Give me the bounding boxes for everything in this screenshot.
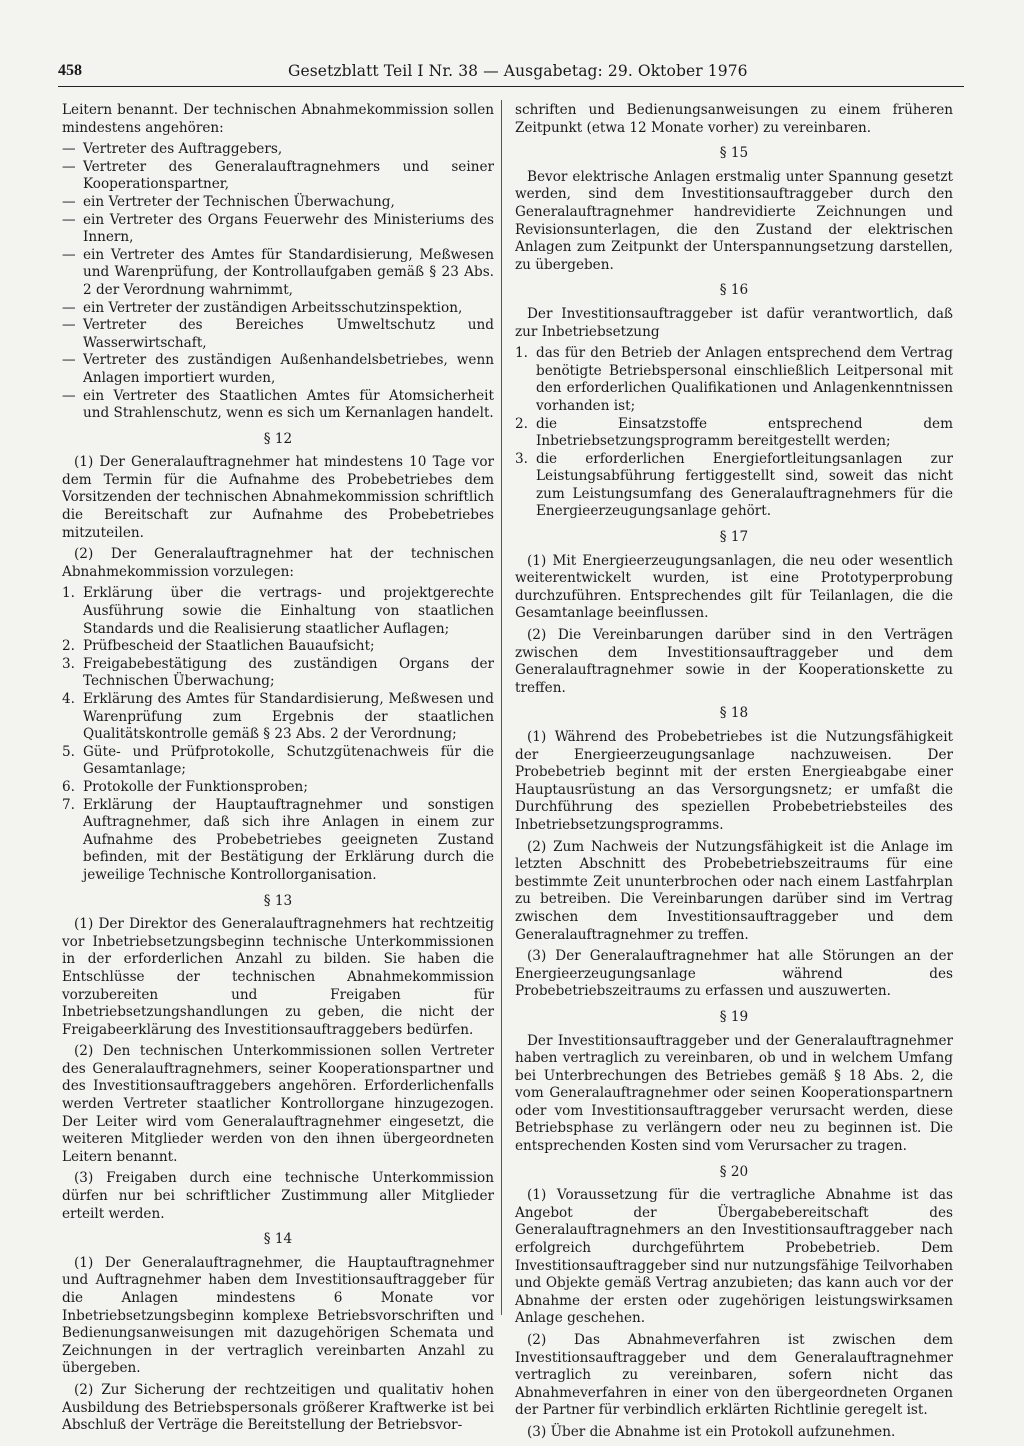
item-number: 1. xyxy=(515,345,528,362)
paragraph: (2) Zum Nachweis der Nutzungsfähigkeit ist die Anlage im letzten Abschnitt des Probebetriebszeitraums für eine bestimmte Zeit ununterbrochen oder nach einem Lastfahrplan zu betreiben. Die Vereinbarungen darüber sind im Vertrag zwischen dem Investitionsauftraggeber und dem Generalauftragnehmer zu treffen. xyxy=(515,838,953,943)
paragraph: Der Investitionsauftraggeber ist dafür verantwortlich, daß zur Inbetriebsetzung xyxy=(515,305,953,340)
section-heading-18: § 18 xyxy=(719,705,749,722)
item-number: 2. xyxy=(62,638,75,655)
right-column xyxy=(515,102,953,1446)
paragraph: (1) Mit Energieerzeugungsanlagen, die neu oder wesentlich weiterentwickelt wurden, ist eine Prototyperprobung durchzuführen. Entsprechendes gilt für Teilanlagen, die die Gesamtanlage beeinflussen. xyxy=(515,552,953,622)
item-text: Prüfbescheid der Staatlichen Bauaufsicht; xyxy=(83,638,375,655)
item-number: 2. xyxy=(515,415,528,432)
paragraph: Bevor elektrische Anlagen erstmalig unter Spannung gesetzt werden, sind dem Investitionsauftraggeber durch den Generalauftragnehmer handrevidierte Zeichnungen und Revisionsunterlagen, die den Zustand der elektrischen Anlagen zum Zeitpunkt der Unterspannungsetzung darstellen, zu übergeben. xyxy=(515,168,953,273)
list-item: — ein Vertreter des Organs Feuerwehr des Ministeriums des Innern, xyxy=(62,212,494,247)
item-number: 5. xyxy=(62,743,75,760)
item-number: 1. xyxy=(62,585,75,602)
list-item: — ein Vertreter des Staatlichen Amtes für Atomsicherheit und Strahlenschutz, wenn es sich um Kernanlagen handelt. xyxy=(62,388,494,423)
list-item xyxy=(515,416,953,451)
page-header xyxy=(58,62,964,87)
list-item xyxy=(62,656,494,691)
paragraph: (2) Den technischen Unterkommissionen sollen Vertreter des Generalauftragnehmers, seiner Kooperationspartner und des Investitionsauftraggebers angehören. Erforderlichenfalls werden Vertreter staatlicher Kontrollorgane hinzugezogen. Der Leiter wird vom Generalauftragnehmer eingesetzt, die weiteren Mitglieder werden von den ihnen übergeordneten Leitern benannt. xyxy=(62,1043,494,1165)
section-heading-17: § 17 xyxy=(719,529,749,546)
paragraph: (1) Während des Probebetriebes ist die Nutzungsfähigkeit der Energieerzeugungsanlage nachzuweisen. Der Probebetrieb beginnt mit der ersten Energieabgabe einer Hauptausrüstung an das Versorgungsnetz; er umfaßt die Durchführung des speziellen Probebetriebsteiles des Inbetriebsetzungsprogramms. xyxy=(515,729,953,833)
paragraph: (3) Über die Abnahme ist ein Protokoll aufzunehmen. xyxy=(527,1423,896,1440)
list-item: — ein Vertreter des Amtes für Standardisierung, Meßwesen und Warenprüfung, der Kontrollaufgaben gemäß § 23 Abs. 2 der Verordnung wahrnimmt, xyxy=(62,247,494,300)
item-number: 3. xyxy=(62,655,75,672)
item-text: Erklärung des Amtes für Standardisierung, Meßwesen und Warenprüfung zum Ergebnis der staatlichen Qualitätskontrolle gemäß § 23 Abs. 2 der Verordnung; xyxy=(83,691,494,743)
paragraph: (1) Voraussetzung für die vertragliche Abnahme ist das Angebot der Übergabebereitschaft des Generalauftragnehmers an den Investitionsauftraggeber nach erfolgreich durchgeführtem Probebetrieb. Dem Investitionsauftraggeber sind nur nutzungsfähige Teilvorhaben und Objekte gemäß Vertrag anzubieten; das kann auch vor der Abnahme der ersten oder zugehörigen leistungswirksamen Anlage geschehen. xyxy=(515,1187,953,1327)
item-text: Güte- und Prüfprotokolle, Schutzgütenachweis für die Gesamtanlage; xyxy=(83,743,494,778)
left-column xyxy=(62,102,494,1439)
paragraph: Leitern benannt. Der technischen Abnahmekommission sollen mindestens angehören: xyxy=(62,102,494,136)
section-16-list xyxy=(515,345,953,521)
section-heading-14: § 14 xyxy=(263,1231,293,1248)
item-number: 3. xyxy=(515,450,528,467)
section-heading-19: § 19 xyxy=(719,1008,749,1025)
paragraph: (1) Der Direktor des Generalauftragnehmers hat rechtzeitig vor Inbetriebsetzungsbeginn technische Unterkommissionen in der erforderlichen Anzahl zu bilden. Sie haben die Entschlüsse der technischen Abnahmekommission vorzubereiten und Freigaben für Inbetriebsetzungshandlungen zu geben, die nicht der Freigabeerklärung des Investitionsauftraggebers bedürfen. xyxy=(62,916,494,1038)
running-head: Gesetzblatt Teil I Nr. 38 — Ausgabetag: 29. Oktober 1976 xyxy=(288,62,748,80)
item-text: die erforderlichen Energiefortleitungsanlagen zur Leistungsabführung fertiggestellt sind, soweit das nicht zum Leistungsumfang des Generalauftragnehmers für die Energieerzeugungsanlage gehört. xyxy=(536,450,953,520)
list-item xyxy=(62,779,494,797)
list-item xyxy=(62,797,494,885)
paragraph: Der Investitionsauftraggeber und der Generalauftragnehmer haben vertraglich zu vereinbaren, ob und in welchem Umfang bei Unterbrechungen des Betriebes gemäß § 18 Abs. 2, die vom Generalauftragnehmer oder seinen Kooperationspartnern oder vom Investitionsauftraggeber verursacht werden, diese Betriebsphase zu verlängern oder neu zu beginnen ist. Die entsprechenden Kosten sind vom Verursacher zu tragen. xyxy=(515,1032,953,1155)
page-number: 458 xyxy=(58,62,82,79)
paragraph: (3) Der Generalauftragnehmer hat alle Störungen an der Energieerzeugungsanlage während des Probebetriebszeitraums zu erfassen und auszuwerten. xyxy=(515,948,953,1000)
paragraph: (1) Der Generalauftragnehmer, die Hauptauftragnehmer und Auftragnehmer haben dem Investitionsauftraggeber für die Anlagen mindestens 6 Monate vor Inbetriebsetzungsbeginn komplexe Betriebsvorschriften und Bedienungsanweisungen mit dazugehörigen Schemata und Zeichnungen in der vertraglich vereinbarten Anzahl zu übergeben. xyxy=(62,1254,494,1377)
list-item: — ein Vertreter der zuständigen Arbeitsschutzinspektion, xyxy=(62,300,494,318)
item-text: Erklärung der Hauptauftragnehmer und sonstigen Auftragnehmer, daß sich ihre Anlagen in einem zur Aufnahme des Probebetriebes geeigneten Zustand befinden, mit der Bestätigung der Erklärung durch die jeweilige Technische Kontrollorganisation. xyxy=(83,796,494,883)
section-heading-20: § 20 xyxy=(719,1163,749,1180)
section-heading-13: § 13 xyxy=(263,892,293,909)
list-item xyxy=(515,345,953,415)
column-divider xyxy=(501,100,502,1315)
list-item: — ein Vertreter der Technischen Überwachung, xyxy=(62,194,494,212)
list-item: — Vertreter des Generalauftragnehmers und seiner Kooperationspartner, xyxy=(62,159,494,194)
list-item xyxy=(62,585,494,638)
list-item xyxy=(62,691,494,744)
item-number: 6. xyxy=(62,778,75,795)
item-number: 4. xyxy=(62,691,75,707)
list-item: — Vertreter des Auftraggebers, xyxy=(62,141,494,159)
list-item xyxy=(62,744,494,779)
item-text: Freigabebestätigung des zuständigen Organs der Technischen Überwachung; xyxy=(83,655,494,690)
paragraph: (2) Der Generalauftragnehmer hat der technischen Abnahmekommission vorzulegen: xyxy=(62,546,494,580)
list-item: — Vertreter des Bereiches Umweltschutz und Wasserwirtschaft, xyxy=(62,317,494,352)
section-heading-15: § 15 xyxy=(719,145,749,162)
paragraph: (2) Das Abnahmeverfahren ist zwischen dem Investitionsauftraggeber und dem Generalauftragnehmer vertraglich zu vereinbaren, sofern nicht das Abnahmeverfahren in einer von den übergeordneten Organen der Partner für verbindlich erklärten Richtlinie geregelt ist. xyxy=(515,1332,953,1419)
paragraph: (2) Zur Sicherung der rechtzeitigen und qualitativ hohen Ausbildung des Betriebspersonals größerer Kraftwerke ist bei Abschluß der Verträge die Bereitstellung der Betriebsvor- xyxy=(62,1381,494,1434)
item-text: das für den Betrieb der Anlagen entsprechend dem Vertrag benötigte Betriebspersonal einschließlich Leitpersonal mit den erforderlichen Qualifikationen und Anlagenkenntnissen vorhanden ist; xyxy=(536,345,953,414)
section-12-list xyxy=(62,585,494,884)
paragraph: schriften und Bedienungsanweisungen zu einem früheren Zeitpunkt (etwa 12 Monate vorher) zu vereinbaren. xyxy=(515,102,953,136)
section-heading-16: § 16 xyxy=(719,282,749,299)
item-text: Protokolle der Funktionsproben; xyxy=(83,778,308,795)
section-heading-12: § 12 xyxy=(263,430,293,447)
list-item xyxy=(62,638,494,656)
list-item xyxy=(515,451,953,521)
item-text: die Einsatzstoffe entsprechend dem Inbetriebsetzungsprogramm bereitgestellt werden; xyxy=(536,415,953,450)
item-text: Erklärung über die vertrags- und projektgerechte Ausführung sowie die Einhaltung von staatlichen Standards und die Realisierung staatlicher Auflagen; xyxy=(83,585,494,637)
paragraph: (3) Freigaben durch eine technische Unterkommission dürfen nur bei schriftlicher Zustimmung aller Mitglieder erteilt werden. xyxy=(62,1170,494,1222)
item-number: 7. xyxy=(62,796,75,813)
paragraph: (1) Der Generalauftragnehmer hat mindestens 10 Tage vor dem Termin für die Aufnahme des Probebetriebes dem Vorsitzenden der technischen Abnahmekommission schriftlich die Bereitschaft zur Aufnahme des Probebetriebes mitzuteilen. xyxy=(62,454,494,541)
paragraph: (2) Die Vereinbarungen darüber sind in den Verträgen zwischen dem Investitionsauftraggeber und dem Generalauftragnehmer sowie in der Kooperationskette zu treffen. xyxy=(515,627,953,696)
list-item: — Vertreter des zuständigen Außenhandelsbetriebes, wenn Anlagen importiert wurden, xyxy=(62,352,494,387)
members-list xyxy=(62,141,494,423)
